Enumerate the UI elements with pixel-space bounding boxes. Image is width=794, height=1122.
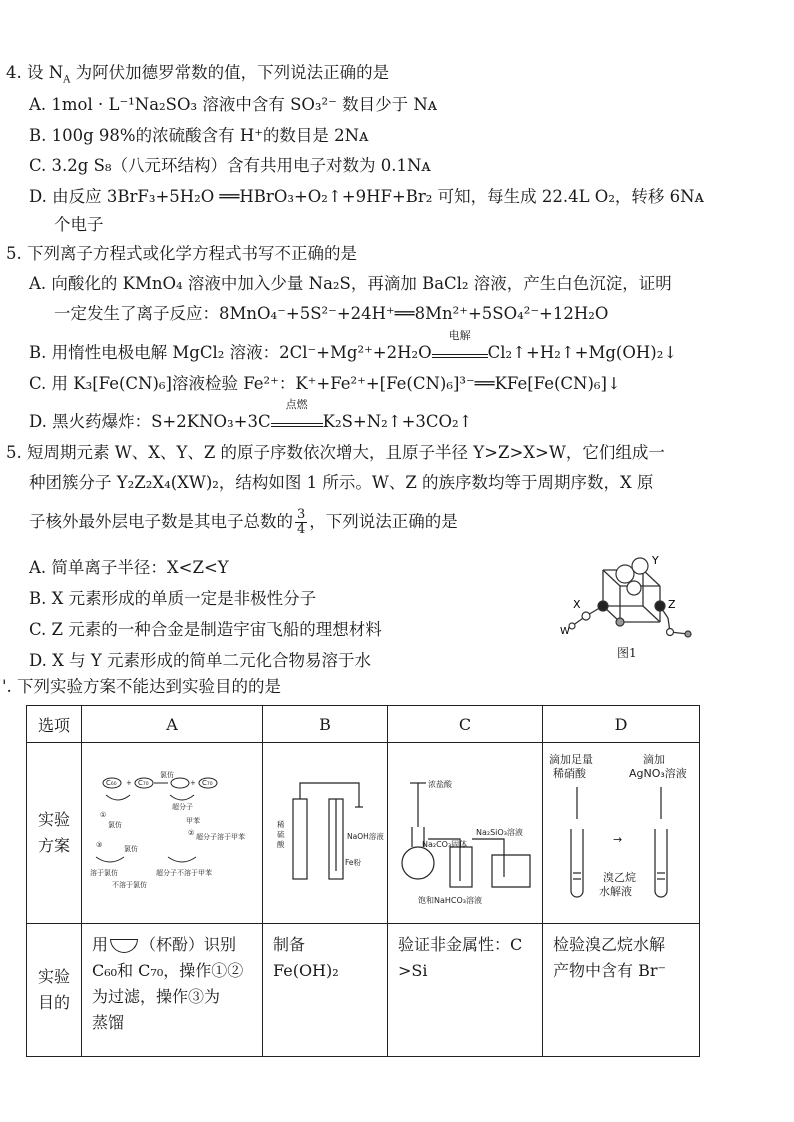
q4-option-a: A. 1mol · L⁻¹Na₂SO₃ 溶液中含有 SO₃²⁻ 数目少于 Nᴀ [29, 95, 438, 114]
svg-text:C₆₀: C₆₀ [106, 779, 117, 787]
electrolysis-condition: 电解 [448, 329, 471, 342]
svg-text:水解液: 水解液 [599, 885, 632, 898]
scheme-a-figure [82, 743, 263, 924]
label-x: X [573, 598, 581, 611]
q6-option-c: C. Z 元素的一种合金是制造宇宙飞船的理想材料 [29, 620, 382, 639]
svg-text:NaOH溶液: NaOH溶液 [347, 832, 384, 841]
svg-text:氯仿: 氯仿 [124, 845, 138, 853]
calixarene-icon [110, 939, 138, 953]
svg-text:甲苯: 甲苯 [186, 817, 200, 825]
q6-option-b: B. X 元素形成的单质一定是非极性分子 [29, 589, 317, 608]
svg-text:溴乙烷: 溴乙烷 [603, 871, 636, 884]
purpose-d: 检验溴乙烷水解 产物中含有 Br⁻ [543, 924, 700, 1057]
ignition-condition: 点燃 [285, 398, 308, 411]
q4-option-c: C. 3.2g S₈（八元环结构）含有共用电子对数为 0.1Nᴀ [29, 156, 431, 175]
header-option: 选项 [27, 706, 82, 743]
svg-text:C₇₀: C₇₀ [138, 779, 149, 787]
scheme-b-figure [263, 743, 388, 924]
svg-text:浓盐酸: 浓盐酸 [428, 780, 452, 789]
svg-text:AgNO₃溶液: AgNO₃溶液 [629, 767, 687, 780]
svg-text:Na₂CO₃固体: Na₂CO₃固体 [422, 840, 468, 849]
table-row-scheme [27, 743, 700, 924]
svg-text:稀硝酸: 稀硝酸 [553, 767, 586, 780]
svg-text:①: ① [100, 811, 107, 819]
q5-option-d: D. 黑火药爆炸：S+2KNO₃+3C 点燃 K₂S+N₂↑+3CO₂↑ [29, 398, 473, 431]
svg-text:饱和NaHCO₃溶液: 饱和NaHCO₃溶液 [418, 896, 482, 905]
scheme-c-figure [388, 743, 543, 924]
svg-text:超分子不溶于甲苯: 超分子不溶于甲苯 [156, 869, 212, 877]
svg-text:②: ② [188, 829, 195, 837]
svg-text:超分子: 超分子 [172, 803, 193, 811]
svg-text:超分子溶于甲苯: 超分子溶于甲苯 [196, 833, 245, 841]
svg-text:酸: 酸 [277, 840, 285, 849]
q4-option-d-cont: 个电子 [54, 215, 104, 234]
q5-option-b: B. 用惰性电极电解 MgCl₂ 溶液：2Cl⁻+Mg²⁺+2H₂O 电解 Cl₂↑+H₂↑+Mg(OH)₂↓ [29, 329, 678, 362]
row-label-purpose: 实验 目的 [27, 924, 82, 1057]
svg-text:滴加足量: 滴加足量 [549, 753, 593, 766]
scheme-d-figure [543, 743, 700, 924]
q6-option-a: A. 简单离子半径：X<Z<Y [29, 558, 229, 577]
purpose-b: 制备 Fe(OH)₂ [263, 924, 388, 1057]
svg-text:C₇₀: C₇₀ [202, 779, 213, 787]
q5-stem: 5. 下列离子方程式或化学方程式书写不正确的是 [6, 244, 357, 263]
q6-stem-2: 种团簇分子 Y₂Z₂X₄(XW)₂，结构如图 1 所示。W、Z 的族序数均等于周期序数，X 原 [29, 473, 654, 492]
label-y: Y [652, 554, 659, 567]
q4-stem: 4. 设 $N_A$ 为阿伏加德罗常数的值，下列说法正确的是 [6, 63, 390, 86]
svg-text:硫: 硫 [277, 830, 285, 839]
row-label-scheme: 实验 方案 [27, 743, 82, 924]
q5-option-a-cont: 一定发生了离子反应：8MnO₄⁻+5S²⁻+24H⁺══8Mn²⁺+5SO₄²⁻+12H₂O [54, 304, 609, 323]
q4-option-b: B. 100g 98%的浓硫酸含有 H⁺的数目是 2Nᴀ [29, 126, 369, 145]
figure-caption: 图1 [617, 646, 637, 660]
q7-stem: '. 下列实验方案不能达到实验目的的是 [2, 677, 282, 696]
q5-option-c: C. 用 K₃[Fe(CN)₆]溶液检验 Fe²⁺：K⁺+Fe²⁺+[Fe(CN)₆]³⁻══KFe[Fe(CN)₆]↓ [29, 374, 621, 393]
svg-text:氯仿: 氯仿 [160, 771, 174, 779]
header-d: D [543, 706, 700, 743]
svg-text:Fe粉: Fe粉 [345, 858, 362, 867]
svg-text:Na₂SiO₃溶液: Na₂SiO₃溶液 [476, 828, 523, 837]
label-w: W [560, 626, 570, 637]
experiment-table [26, 705, 700, 1057]
svg-text:稀: 稀 [277, 820, 285, 829]
svg-text:氯仿: 氯仿 [108, 821, 122, 829]
q6-stem-3: 子核外最外层电子数是其电子总数的 $\frac{3}{4}$ ，下列说法正确的是 [29, 507, 458, 537]
purpose-a: 用 （杯酚）识别 C₆₀和 C₇₀，操作①② 为过滤，操作③为 蒸馏 [82, 924, 263, 1057]
q6-stem-1: 5. 短周期元素 W、X、Y、Z 的原子序数依次增大，且原子半径 Y>Z>X>W，它们组成一 [6, 443, 665, 462]
svg-text:+: + [126, 779, 132, 787]
q6-option-d: D. X 与 Y 元素形成的简单二元化合物易溶于水 [29, 651, 372, 670]
svg-text:+: + [190, 779, 196, 787]
header-c: C [388, 706, 543, 743]
svg-text:溶于氯仿: 溶于氯仿 [90, 869, 118, 877]
svg-text:不溶于氯仿: 不溶于氯仿 [112, 881, 147, 889]
q4-option-d: D. 由反应 3BrF₃+5H₂O ══HBrO₃+O₂↑+9HF+Br₂ 可知，每生成 22.4L O₂，转移 6Nᴀ [29, 187, 704, 206]
header-b: B [263, 706, 388, 743]
table-header-row [27, 706, 700, 743]
svg-text:滴加: 滴加 [643, 753, 665, 766]
svg-text:→: → [613, 833, 623, 846]
q5-option-a: A. 向酸化的 KMnO₄ 溶液中加入少量 Na₂S，再滴加 BaCl₂ 溶液，产生白色沉淀，证明 [29, 274, 672, 293]
purpose-c: 验证非金属性：C >Si [388, 924, 543, 1057]
label-z: Z [668, 598, 676, 611]
header-a: A [82, 706, 263, 743]
svg-text:③: ③ [96, 841, 103, 849]
table-row-purpose [27, 924, 700, 1057]
